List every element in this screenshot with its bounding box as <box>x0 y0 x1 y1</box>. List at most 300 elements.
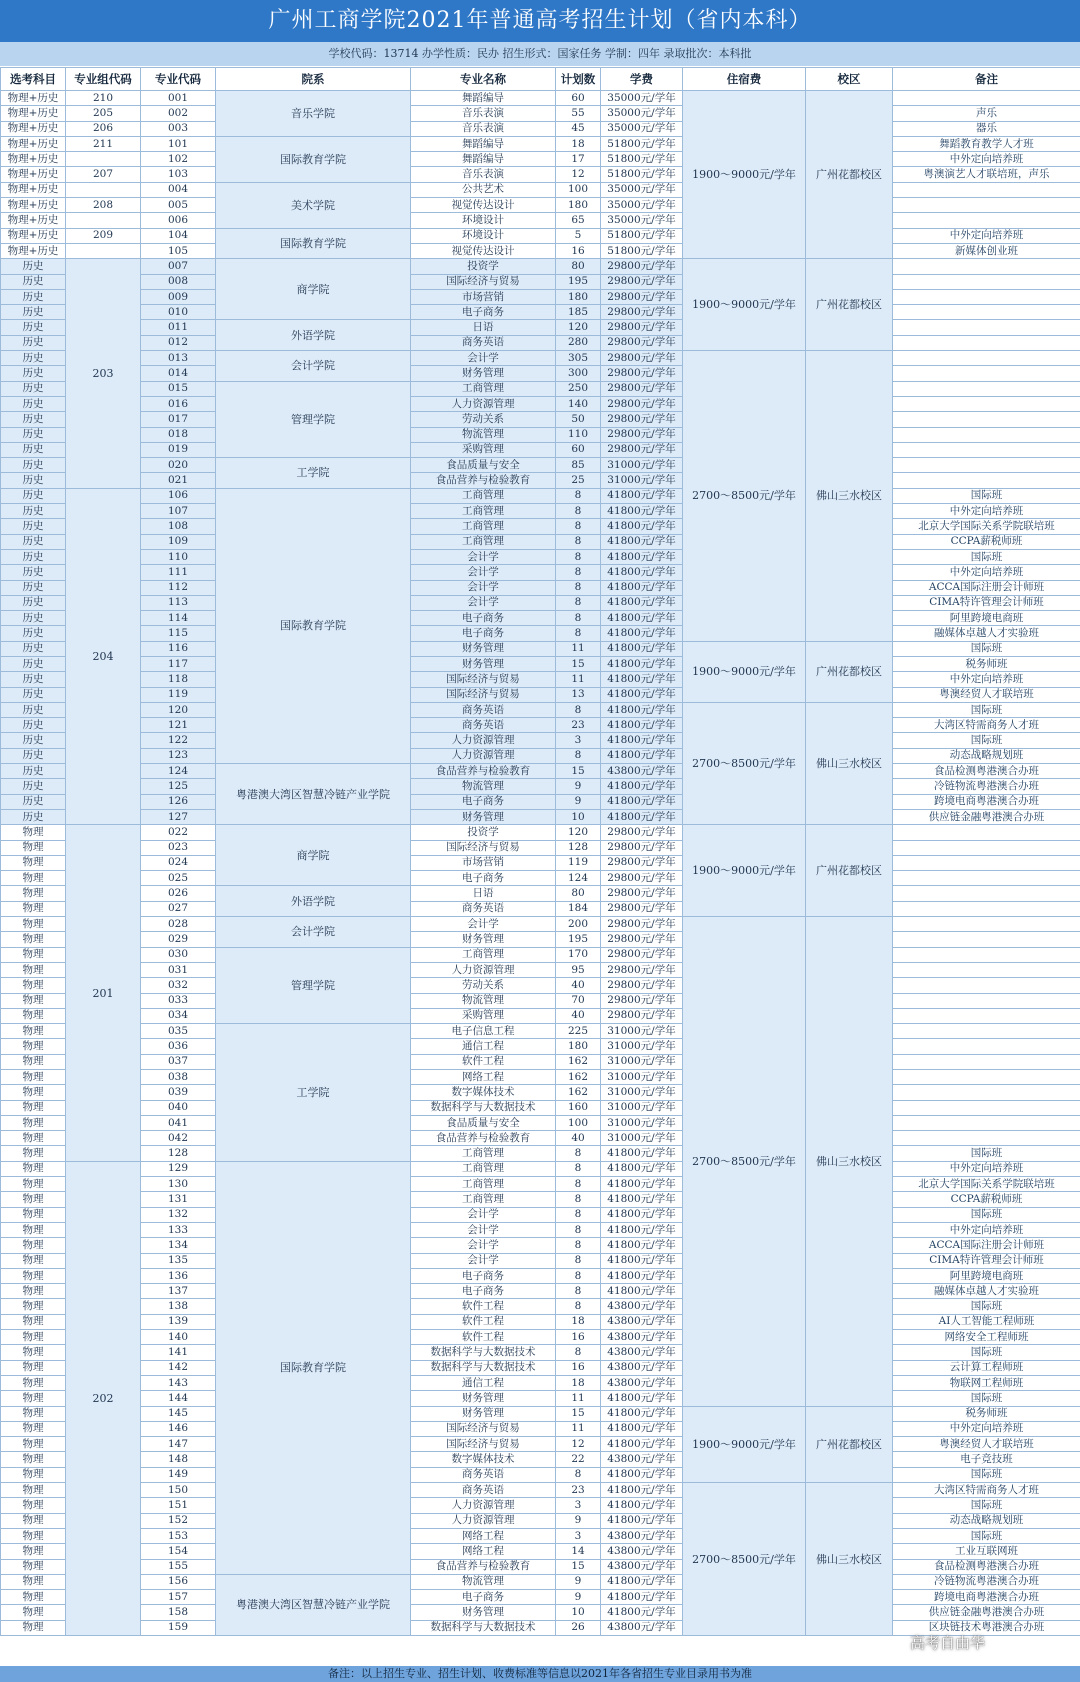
table-row <box>1 1452 1080 1467</box>
cell-plan-count: 15 <box>556 1559 601 1574</box>
cell-accommodation: 1900～9000元/学年 <box>683 641 806 702</box>
cell-major-code: 029 <box>141 932 216 947</box>
table-row <box>1 993 1080 1008</box>
cell-major-name: 工商管理 <box>411 488 556 503</box>
table-row <box>1 855 1080 870</box>
table-row <box>1 825 1080 840</box>
cell-plan-count: 45 <box>556 121 601 136</box>
cell-major-code: 124 <box>141 764 216 779</box>
cell-department: 音乐学院 <box>216 91 411 137</box>
cell-major-name: 电子商务 <box>411 626 556 641</box>
cell-tuition: 41800元/学年 <box>601 1498 683 1513</box>
table-row <box>1 1222 1080 1237</box>
cell-remarks <box>893 213 1080 228</box>
table-row <box>1 1070 1080 1085</box>
cell-subjects: 物理 <box>1 871 66 886</box>
cell-remarks: CCPA薪税师班 <box>893 1192 1080 1207</box>
cell-remarks: 冷链物流粤港澳合办班 <box>893 1574 1080 1589</box>
cell-major-name: 会计学 <box>411 565 556 580</box>
cell-plan-count: 25 <box>556 473 601 488</box>
cell-subjects: 物理 <box>1 1483 66 1498</box>
cell-subjects: 物理 <box>1 1100 66 1115</box>
table-row <box>1 1345 1080 1360</box>
cell-subjects: 历史 <box>1 534 66 549</box>
cell-accommodation: 1900～9000元/学年 <box>683 91 806 259</box>
cell-plan-count: 225 <box>556 1024 601 1039</box>
cell-plan-count: 8 <box>556 549 601 564</box>
table-row <box>1 182 1080 197</box>
table-row <box>1 1177 1080 1192</box>
cell-tuition: 41800元/学年 <box>601 672 683 687</box>
cell-major-name: 商务英语 <box>411 335 556 350</box>
cell-remarks: 国际班 <box>893 488 1080 503</box>
cell-plan-count: 23 <box>556 1483 601 1498</box>
cell-subjects: 物理 <box>1 1406 66 1421</box>
cell-subjects: 物理+历史 <box>1 182 66 197</box>
cell-major-code: 130 <box>141 1177 216 1192</box>
cell-major-code: 037 <box>141 1054 216 1069</box>
cell-major-name: 数字媒体技术 <box>411 1452 556 1467</box>
cell-tuition: 29800元/学年 <box>601 274 683 289</box>
cell-major-name: 电子信息工程 <box>411 1024 556 1039</box>
cell-major-code: 104 <box>141 228 216 243</box>
cell-tuition: 29800元/学年 <box>601 947 683 962</box>
cell-remarks <box>893 182 1080 197</box>
cell-major-name: 电子商务 <box>411 1590 556 1605</box>
cell-major-name: 日语 <box>411 886 556 901</box>
cell-remarks: 器乐 <box>893 121 1080 136</box>
cell-major-code: 009 <box>141 289 216 304</box>
cell-major-code: 152 <box>141 1513 216 1528</box>
cell-tuition: 41800元/学年 <box>601 1222 683 1237</box>
cell-subjects: 历史 <box>1 396 66 411</box>
cell-plan-count: 8 <box>556 488 601 503</box>
cell-major-code: 149 <box>141 1467 216 1482</box>
cell-major-code: 144 <box>141 1391 216 1406</box>
cell-subjects: 物理 <box>1 1085 66 1100</box>
table-row <box>1 1253 1080 1268</box>
cell-remarks <box>893 335 1080 350</box>
cell-major-name: 国际经济与贸易 <box>411 840 556 855</box>
cell-major-name: 会计学 <box>411 917 556 932</box>
cell-plan-count: 11 <box>556 1421 601 1436</box>
cell-major-name: 食品营养与检验教育 <box>411 473 556 488</box>
col-header-department: 院系 <box>216 68 411 91</box>
cell-major-name: 食品质量与安全 <box>411 1115 556 1130</box>
cell-subjects: 历史 <box>1 381 66 396</box>
cell-remarks <box>893 840 1080 855</box>
cell-subjects: 物理+历史 <box>1 91 66 106</box>
cell-accommodation: 2700～8500元/学年 <box>683 702 806 824</box>
table-row <box>1 1192 1080 1207</box>
cell-major-name: 通信工程 <box>411 1375 556 1390</box>
cell-plan-count: 3 <box>556 1498 601 1513</box>
cell-major-code: 115 <box>141 626 216 641</box>
cell-major-name: 市场营销 <box>411 855 556 870</box>
table-row <box>1 1559 1080 1574</box>
col-header-accommodation: 住宿费 <box>683 68 806 91</box>
cell-plan-count: 3 <box>556 1528 601 1543</box>
cell-major-name: 环境设计 <box>411 228 556 243</box>
table-row <box>1 549 1080 564</box>
cell-subjects: 物理 <box>1 1513 66 1528</box>
cell-major-name: 工商管理 <box>411 534 556 549</box>
cell-remarks <box>893 259 1080 274</box>
cell-tuition: 41800元/学年 <box>601 641 683 656</box>
cell-plan-count: 80 <box>556 259 601 274</box>
cell-subjects: 物理 <box>1 947 66 962</box>
cell-tuition: 35000元/学年 <box>601 198 683 213</box>
cell-remarks: 动态战略规划班 <box>893 748 1080 763</box>
cell-subjects: 物理 <box>1 978 66 993</box>
table-row <box>1 764 1080 779</box>
cell-major-name: 会计学 <box>411 1238 556 1253</box>
cell-tuition: 35000元/学年 <box>601 182 683 197</box>
cell-plan-count: 9 <box>556 779 601 794</box>
cell-department: 粤港澳大湾区智慧冷链产业学院 <box>216 764 411 825</box>
cell-tuition: 43800元/学年 <box>601 1345 683 1360</box>
cell-major-name: 电子商务 <box>411 1284 556 1299</box>
table-row <box>1 1467 1080 1482</box>
cell-major-name: 音乐表演 <box>411 167 556 182</box>
cell-plan-count: 170 <box>556 947 601 962</box>
cell-tuition: 41800元/学年 <box>601 1192 683 1207</box>
cell-tuition: 29800元/学年 <box>601 396 683 411</box>
cell-remarks: 冷链物流粤港澳合办班 <box>893 779 1080 794</box>
cell-department: 管理学院 <box>216 381 411 457</box>
cell-subjects: 物理 <box>1 993 66 1008</box>
watermark-text: 高考自由华 <box>910 1634 986 1652</box>
cell-major-code: 156 <box>141 1574 216 1589</box>
cell-remarks <box>893 978 1080 993</box>
cell-tuition: 41800元/学年 <box>601 1284 683 1299</box>
cell-major-name: 市场营销 <box>411 289 556 304</box>
table-row <box>1 1238 1080 1253</box>
cell-tuition: 31000元/学年 <box>601 473 683 488</box>
cell-plan-count: 8 <box>556 1207 601 1222</box>
cell-group-code: 206 <box>66 121 141 136</box>
cell-subjects: 历史 <box>1 794 66 809</box>
cell-subjects: 物理 <box>1 1544 66 1559</box>
cell-remarks: 税务师班 <box>893 1406 1080 1421</box>
cell-subjects: 物理 <box>1 1131 66 1146</box>
table-row <box>1 366 1080 381</box>
table-row <box>1 305 1080 320</box>
table-row <box>1 1085 1080 1100</box>
cell-tuition: 31000元/学年 <box>601 1039 683 1054</box>
cell-subjects: 历史 <box>1 259 66 274</box>
cell-accommodation: 1900～9000元/学年 <box>683 825 806 917</box>
cell-remarks: 中外定向培养班 <box>893 152 1080 167</box>
cell-subjects: 物理+历史 <box>1 106 66 121</box>
table-row <box>1 1391 1080 1406</box>
cell-subjects: 物理 <box>1 1314 66 1329</box>
cell-remarks: ACCA国际注册会计师班 <box>893 580 1080 595</box>
cell-major-name: 国际经济与贸易 <box>411 687 556 702</box>
cell-tuition: 41800元/学年 <box>601 1238 683 1253</box>
cell-major-code: 154 <box>141 1544 216 1559</box>
cell-department: 国际教育学院 <box>216 1161 411 1574</box>
cell-remarks <box>893 274 1080 289</box>
cell-remarks: 食品检测粤港澳合办班 <box>893 1559 1080 1574</box>
cell-department: 美术学院 <box>216 182 411 228</box>
table-row <box>1 1115 1080 1130</box>
cell-tuition: 41800元/学年 <box>601 702 683 717</box>
cell-tuition: 51800元/学年 <box>601 228 683 243</box>
cell-subjects: 物理 <box>1 840 66 855</box>
cell-major-code: 022 <box>141 825 216 840</box>
cell-major-name: 采购管理 <box>411 1008 556 1023</box>
table-row <box>1 396 1080 411</box>
cell-plan-count: 8 <box>556 1345 601 1360</box>
cell-remarks <box>893 198 1080 213</box>
cell-subjects: 历史 <box>1 473 66 488</box>
cell-major-name: 人力资源管理 <box>411 962 556 977</box>
table-row <box>1 289 1080 304</box>
cell-tuition: 29800元/学年 <box>601 993 683 1008</box>
cell-remarks: 国际班 <box>893 641 1080 656</box>
cell-remarks <box>893 1024 1080 1039</box>
table-row <box>1 412 1080 427</box>
cell-remarks <box>893 917 1080 932</box>
cell-major-name: 投资学 <box>411 825 556 840</box>
cell-remarks <box>893 871 1080 886</box>
cell-major-name: 舞蹈编导 <box>411 152 556 167</box>
cell-remarks: 供应链金融粤港澳合办班 <box>893 1605 1080 1620</box>
cell-plan-count: 185 <box>556 305 601 320</box>
cell-major-name: 软件工程 <box>411 1299 556 1314</box>
cell-tuition: 41800元/学年 <box>601 1146 683 1161</box>
table-row <box>1 91 1080 106</box>
cell-plan-count: 162 <box>556 1054 601 1069</box>
cell-campus: 广州花都校区 <box>806 825 893 917</box>
cell-subjects: 物理 <box>1 1452 66 1467</box>
cell-plan-count: 8 <box>556 611 601 626</box>
cell-plan-count: 60 <box>556 91 601 106</box>
cell-remarks: 国际班 <box>893 1391 1080 1406</box>
cell-subjects: 物理 <box>1 917 66 932</box>
cell-subjects: 历史 <box>1 305 66 320</box>
cell-tuition: 35000元/学年 <box>601 213 683 228</box>
cell-plan-count: 26 <box>556 1620 601 1635</box>
cell-remarks <box>893 1085 1080 1100</box>
table-row <box>1 243 1080 258</box>
cell-major-code: 011 <box>141 320 216 335</box>
cell-plan-count: 280 <box>556 335 601 350</box>
col-header-subjects: 选考科目 <box>1 68 66 91</box>
cell-campus: 佛山三水校区 <box>806 351 893 642</box>
cell-major-code: 141 <box>141 1345 216 1360</box>
cell-plan-count: 16 <box>556 1360 601 1375</box>
cell-tuition: 29800元/学年 <box>601 917 683 932</box>
cell-major-name: 国际经济与贸易 <box>411 1437 556 1452</box>
table-row <box>1 580 1080 595</box>
cell-major-name: 会计学 <box>411 1222 556 1237</box>
cell-tuition: 41800元/学年 <box>601 718 683 733</box>
cell-subjects: 历史 <box>1 733 66 748</box>
cell-plan-count: 8 <box>556 1177 601 1192</box>
cell-major-code: 106 <box>141 488 216 503</box>
cell-tuition: 41800元/学年 <box>601 733 683 748</box>
cell-subjects: 历史 <box>1 687 66 702</box>
table-row <box>1 1605 1080 1620</box>
cell-plan-count: 22 <box>556 1452 601 1467</box>
cell-major-name: 音乐表演 <box>411 121 556 136</box>
cell-tuition: 29800元/学年 <box>601 886 683 901</box>
enrollment-plan-table-wrapper <box>0 67 1080 1636</box>
cell-tuition: 43800元/学年 <box>601 1314 683 1329</box>
cell-subjects: 物理+历史 <box>1 243 66 258</box>
cell-subjects: 历史 <box>1 519 66 534</box>
cell-subjects: 物理 <box>1 1039 66 1054</box>
cell-subjects: 历史 <box>1 748 66 763</box>
cell-major-name: 人力资源管理 <box>411 748 556 763</box>
cell-department: 工学院 <box>216 458 411 489</box>
cell-remarks <box>893 412 1080 427</box>
cell-tuition: 41800元/学年 <box>601 1421 683 1436</box>
cell-plan-count: 250 <box>556 381 601 396</box>
cell-major-code: 138 <box>141 1299 216 1314</box>
cell-remarks: 税务师班 <box>893 656 1080 671</box>
cell-plan-count: 305 <box>556 351 601 366</box>
table-row <box>1 932 1080 947</box>
table-row <box>1 228 1080 243</box>
cell-remarks: 中外定向培养班 <box>893 565 1080 580</box>
cell-major-name: 软件工程 <box>411 1314 556 1329</box>
cell-plan-count: 15 <box>556 656 601 671</box>
cell-remarks <box>893 396 1080 411</box>
table-row <box>1 1574 1080 1589</box>
cell-tuition: 41800元/学年 <box>601 519 683 534</box>
cell-major-code: 127 <box>141 809 216 824</box>
cell-plan-count: 100 <box>556 1115 601 1130</box>
cell-remarks: 国际班 <box>893 1146 1080 1161</box>
cell-tuition: 29800元/学年 <box>601 901 683 916</box>
cell-campus: 佛山三水校区 <box>806 702 893 824</box>
cell-tuition: 31000元/学年 <box>601 1115 683 1130</box>
cell-tuition: 41800元/学年 <box>601 1590 683 1605</box>
cell-department: 国际教育学院 <box>216 136 411 182</box>
table-row <box>1 1421 1080 1436</box>
cell-remarks: 北京大学国际关系学院联培班 <box>893 519 1080 534</box>
cell-major-code: 038 <box>141 1070 216 1085</box>
cell-tuition: 41800元/学年 <box>601 1207 683 1222</box>
table-row <box>1 641 1080 656</box>
cell-major-name: 通信工程 <box>411 1039 556 1054</box>
table-row <box>1 901 1080 916</box>
cell-plan-count: 16 <box>556 1330 601 1345</box>
cell-tuition: 51800元/学年 <box>601 243 683 258</box>
cell-major-name: 商务英语 <box>411 718 556 733</box>
cell-group-code: 203 <box>66 259 141 488</box>
cell-department: 商学院 <box>216 825 411 886</box>
table-row <box>1 351 1080 366</box>
cell-plan-count: 200 <box>556 917 601 932</box>
table-row <box>1 962 1080 977</box>
cell-subjects: 历史 <box>1 289 66 304</box>
cell-subjects: 历史 <box>1 809 66 824</box>
cell-campus: 广州花都校区 <box>806 641 893 702</box>
table-row <box>1 840 1080 855</box>
cell-major-code: 013 <box>141 351 216 366</box>
cell-subjects: 历史 <box>1 274 66 289</box>
cell-major-code: 133 <box>141 1222 216 1237</box>
cell-subjects: 物理 <box>1 1192 66 1207</box>
cell-group-code: 210 <box>66 91 141 106</box>
cell-major-name: 工商管理 <box>411 1177 556 1192</box>
cell-group-code <box>66 182 141 197</box>
cell-major-name: 人力资源管理 <box>411 1498 556 1513</box>
cell-major-code: 027 <box>141 901 216 916</box>
cell-major-code: 007 <box>141 259 216 274</box>
cell-tuition: 31000元/学年 <box>601 1024 683 1039</box>
cell-remarks: 阿里跨境电商班 <box>893 1268 1080 1283</box>
cell-major-name: 劳动关系 <box>411 978 556 993</box>
table-row <box>1 152 1080 167</box>
cell-subjects: 历史 <box>1 718 66 733</box>
cell-major-code: 111 <box>141 565 216 580</box>
cell-tuition: 41800元/学年 <box>601 1177 683 1192</box>
cell-major-code: 114 <box>141 611 216 626</box>
cell-major-code: 153 <box>141 1528 216 1543</box>
cell-subjects: 物理 <box>1 1161 66 1176</box>
cell-remarks: 中外定向培养班 <box>893 1161 1080 1176</box>
cell-major-code: 146 <box>141 1421 216 1436</box>
cell-plan-count: 120 <box>556 320 601 335</box>
cell-remarks <box>893 1039 1080 1054</box>
cell-department: 外语学院 <box>216 320 411 351</box>
cell-major-code: 102 <box>141 152 216 167</box>
cell-tuition: 41800元/学年 <box>601 1513 683 1528</box>
col-header-major-code: 专业代码 <box>141 68 216 91</box>
cell-major-code: 142 <box>141 1360 216 1375</box>
cell-subjects: 历史 <box>1 458 66 473</box>
cell-subjects: 历史 <box>1 488 66 503</box>
cell-remarks <box>893 427 1080 442</box>
cell-major-code: 143 <box>141 1375 216 1390</box>
cell-subjects: 物理 <box>1 1605 66 1620</box>
cell-group-code: 204 <box>66 488 141 825</box>
cell-tuition: 29800元/学年 <box>601 855 683 870</box>
cell-subjects: 物理+历史 <box>1 198 66 213</box>
cell-group-code: 209 <box>66 228 141 243</box>
table-row <box>1 687 1080 702</box>
cell-major-name: 财务管理 <box>411 641 556 656</box>
cell-remarks <box>893 901 1080 916</box>
cell-plan-count: 300 <box>556 366 601 381</box>
table-row <box>1 1528 1080 1543</box>
cell-subjects: 物理 <box>1 1146 66 1161</box>
cell-remarks: 粤澳演艺人才联培班，声乐 <box>893 167 1080 182</box>
table-row <box>1 1360 1080 1375</box>
cell-remarks <box>893 320 1080 335</box>
cell-major-code: 012 <box>141 335 216 350</box>
cell-remarks <box>893 993 1080 1008</box>
cell-remarks: 供应链金融粤港澳合办班 <box>893 809 1080 824</box>
col-header-tuition: 学费 <box>601 68 683 91</box>
cell-plan-count: 140 <box>556 396 601 411</box>
cell-major-name: 视觉传达设计 <box>411 243 556 258</box>
cell-campus: 广州花都校区 <box>806 1406 893 1482</box>
cell-plan-count: 9 <box>556 794 601 809</box>
cell-major-code: 039 <box>141 1085 216 1100</box>
cell-subjects: 物理 <box>1 1345 66 1360</box>
cell-major-code: 119 <box>141 687 216 702</box>
cell-remarks <box>893 381 1080 396</box>
table-row <box>1 274 1080 289</box>
cell-accommodation: 1900～9000元/学年 <box>683 1406 806 1482</box>
cell-tuition: 29800元/学年 <box>601 825 683 840</box>
